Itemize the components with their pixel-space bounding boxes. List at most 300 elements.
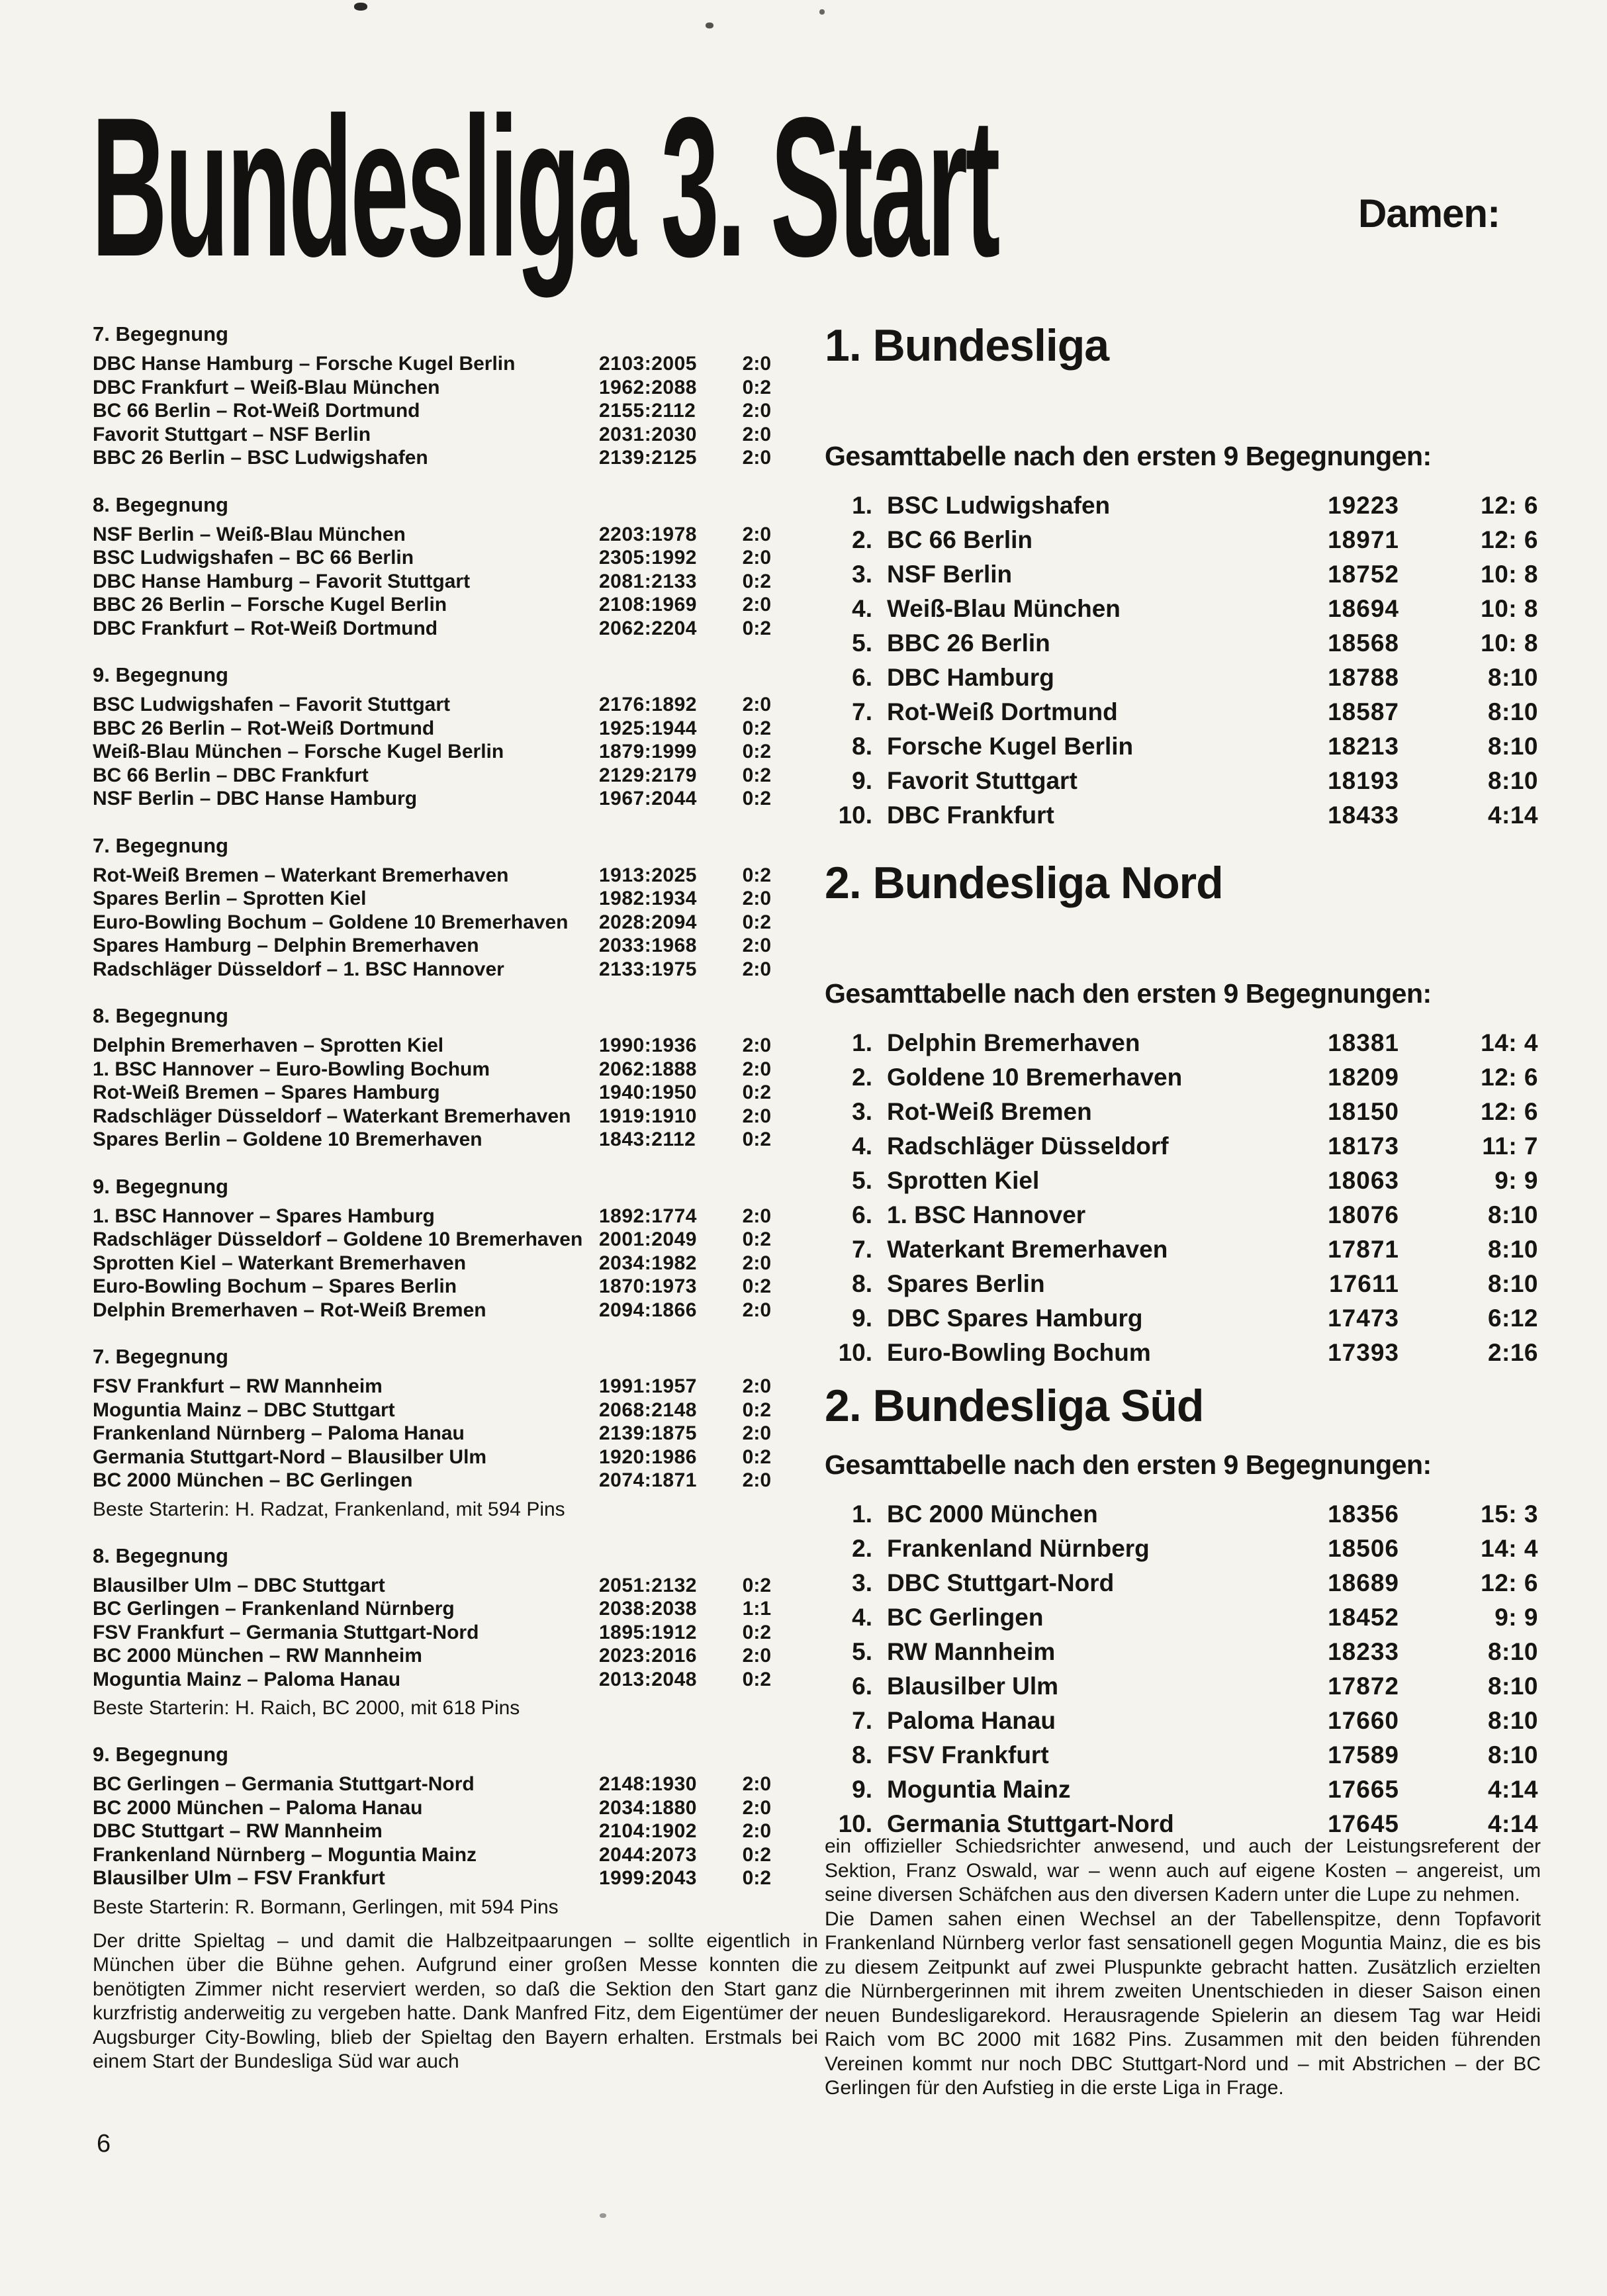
- match-result: 0:2: [742, 1843, 771, 1866]
- match-score: 1925:1944: [599, 717, 697, 739]
- match-score: 1991:1957: [599, 1375, 697, 1397]
- table-row: [825, 523, 1538, 557]
- match-pair: BBC 26 Berlin – BSC Ludwigshafen: [93, 447, 428, 469]
- row-points: 14: 4: [1481, 1029, 1538, 1056]
- table-row: [825, 1164, 1538, 1198]
- row-pins: 18173: [1328, 1132, 1399, 1160]
- match-pair: FSV Frankfurt – RW Mannheim: [93, 1375, 383, 1397]
- match-row: [93, 570, 771, 594]
- match-result: 0:2: [742, 717, 771, 739]
- match-pair: BC 2000 München – BC Gerlingen: [93, 1469, 413, 1491]
- match-result: 2:0: [742, 594, 771, 616]
- match-score: 1967:2044: [599, 788, 697, 809]
- match-pair: DBC Hanse Hamburg – Favorit Stuttgart: [93, 570, 471, 592]
- match-row: [93, 1081, 771, 1105]
- row-team: Forsche Kugel Berlin: [887, 733, 1134, 760]
- match-score: 2031:2030: [599, 423, 697, 445]
- row-pins: 17393: [1328, 1339, 1399, 1366]
- match-score: 2023:2016: [599, 1645, 697, 1667]
- row-points: 2:16: [1487, 1339, 1538, 1366]
- match-result: 0:2: [742, 741, 771, 762]
- begegnung-section: [93, 1346, 818, 1521]
- row-points: 4:14: [1487, 1776, 1538, 1803]
- match-score: 2133:1975: [599, 958, 697, 980]
- section-heading: 7. Begegnung: [93, 322, 228, 345]
- table-row: [825, 1532, 1538, 1566]
- begegnung-section: [93, 835, 818, 982]
- row-team: BC 2000 München: [887, 1500, 1098, 1528]
- row-team: Spares Berlin: [887, 1270, 1045, 1297]
- row-points: 8:10: [1487, 1741, 1538, 1768]
- row-rank: 6.: [852, 1201, 872, 1228]
- match-row: [93, 1399, 771, 1422]
- match-row: [93, 693, 771, 717]
- results-column: [93, 323, 818, 2074]
- section-heading: 9. Begegnung: [93, 1174, 228, 1198]
- row-team: DBC Frankfurt: [887, 802, 1054, 829]
- match-row: [93, 1621, 771, 1645]
- row-rank: 10.: [838, 802, 872, 829]
- league-rows: [825, 1497, 1538, 1841]
- match-pair: Euro-Bowling Bochum – Goldene 10 Bremerhaven: [93, 911, 569, 933]
- begegnung-section: [93, 1545, 818, 1720]
- match-pair: Germania Stuttgart-Nord – Blausilber Ulm: [93, 1446, 487, 1468]
- row-pins: 18233: [1328, 1638, 1399, 1665]
- row-rank: 9.: [852, 767, 872, 794]
- match-pair: FSV Frankfurt – Germania Stuttgart-Nord: [93, 1621, 479, 1643]
- match-score: 2062:2204: [599, 617, 697, 639]
- match-result: 0:2: [742, 617, 771, 639]
- match-row: [93, 1597, 771, 1621]
- match-row: [93, 446, 771, 470]
- match-score: 1892:1774: [599, 1205, 697, 1227]
- match-result: 2:0: [742, 1105, 771, 1127]
- row-pins: 17660: [1328, 1707, 1399, 1734]
- begegnung-section: [93, 1175, 818, 1322]
- match-result: 2:0: [742, 400, 771, 422]
- row-points: 4:14: [1487, 802, 1538, 829]
- row-pins: 18209: [1328, 1064, 1399, 1091]
- row-team: DBC Spares Hamburg: [887, 1305, 1143, 1332]
- match-row: [93, 1668, 771, 1692]
- match-result: 2:0: [742, 1773, 771, 1795]
- table-row: [825, 1301, 1538, 1336]
- match-score: 1843:2112: [599, 1128, 696, 1150]
- begegnung-section: [93, 1743, 818, 1919]
- row-rank: 3.: [852, 561, 872, 588]
- row-pins: 18568: [1328, 629, 1399, 657]
- row-points: 12: 6: [1481, 1098, 1538, 1125]
- row-rank: 10.: [838, 1810, 872, 1837]
- match-row: [93, 958, 771, 982]
- row-rank: 4.: [852, 1604, 872, 1631]
- row-pins: 18452: [1328, 1604, 1399, 1631]
- table-row: [825, 488, 1538, 523]
- table-row: [825, 557, 1538, 592]
- section-heading: 8. Begegnung: [93, 492, 228, 516]
- match-pair: Blausilber Ulm – FSV Frankfurt: [93, 1867, 385, 1889]
- row-pins: 19223: [1328, 492, 1399, 519]
- match-score: 1919:1910: [599, 1105, 697, 1127]
- match-score: 2148:1930: [599, 1773, 697, 1795]
- match-score: 2044:2073: [599, 1843, 697, 1866]
- left-footer-paragraph: Der dritte Spieltag – und damit die Halbzeitpaarungen – sollte eigentlich in München über die Bühne gehen. Aufgrund einer großen Messe konnten die benötigten Zimmer nicht reserviert werden, so daß die Sektion den Start ganz kurzfristig anderweitig zu vergeben hatte. Dank Manfred Fitz, dem Eigentümer der Augsburger City-Bowling, blieb der Spieltag den Bayern erhalten. Erstmals bei einem Start der Bundesliga Süd war auch: [93, 1929, 818, 2072]
- row-team: Favorit Stuttgart: [887, 767, 1078, 794]
- row-rank: 4.: [852, 1132, 872, 1160]
- league-subheading: Gesamttabelle nach den ersten 9 Begegnungen:: [825, 1449, 1432, 1480]
- row-rank: 7.: [852, 698, 872, 725]
- best-starter-note: Beste Starterin: R. Bormann, Gerlingen, mit 594 Pins: [93, 1896, 559, 1918]
- match-pair: NSF Berlin – Weiß-Blau München: [93, 523, 406, 545]
- section-heading: 8. Begegnung: [93, 1004, 228, 1027]
- row-team: Sprotten Kiel: [887, 1167, 1040, 1194]
- match-list: [93, 693, 818, 811]
- match-row: [93, 1819, 771, 1843]
- table-row: [825, 1635, 1538, 1669]
- match-pair: Blausilber Ulm – DBC Stuttgart: [93, 1574, 385, 1596]
- row-points: 8:10: [1487, 1236, 1538, 1263]
- match-pair: BBC 26 Berlin – Rot-Weiß Dortmund: [93, 717, 435, 739]
- match-result: 2:0: [742, 1058, 771, 1080]
- match-row: [93, 1574, 771, 1598]
- row-rank: 1.: [852, 1029, 872, 1056]
- table-row: [825, 626, 1538, 661]
- table-row: [825, 1772, 1538, 1807]
- match-pair: Frankenland Nürnberg – Paloma Hanau: [93, 1422, 465, 1444]
- row-pins: 18150: [1328, 1098, 1399, 1125]
- row-points: 10: 8: [1481, 629, 1538, 657]
- row-points: 9: 9: [1494, 1167, 1538, 1194]
- match-list: [93, 1034, 818, 1152]
- row-points: 12: 6: [1481, 1569, 1538, 1596]
- row-team: Paloma Hanau: [887, 1707, 1056, 1734]
- row-team: NSF Berlin: [887, 561, 1013, 588]
- match-pair: 1. BSC Hannover – Spares Hamburg: [93, 1205, 435, 1227]
- match-score: 1920:1986: [599, 1446, 697, 1468]
- match-score: 2139:2125: [599, 447, 697, 469]
- match-list: [93, 352, 818, 470]
- match-score: 2305:1992: [599, 547, 697, 569]
- row-points: 6:12: [1487, 1305, 1538, 1332]
- section-heading: 9. Begegnung: [93, 1743, 228, 1766]
- row-rank: 6.: [852, 1673, 872, 1700]
- match-row: [93, 1105, 771, 1128]
- row-rank: 1.: [852, 492, 872, 519]
- match-result: 2:0: [742, 1645, 771, 1667]
- match-result: 2:0: [742, 694, 771, 715]
- match-score: 1870:1973: [599, 1275, 697, 1297]
- match-score: 2062:1888: [599, 1058, 697, 1080]
- table-row: [825, 1026, 1538, 1060]
- match-score: 1913:2025: [599, 864, 697, 886]
- match-row: [93, 593, 771, 617]
- match-score: 2001:2049: [599, 1228, 697, 1250]
- match-score: 2139:1875: [599, 1422, 697, 1444]
- begegnung-section: [93, 494, 818, 641]
- row-pins: 18213: [1328, 733, 1399, 760]
- match-result: 2:0: [742, 1299, 771, 1321]
- match-score: 2176:1892: [599, 694, 697, 715]
- match-row: [93, 546, 771, 570]
- best-starter-note: Beste Starterin: H. Raich, BC 2000, mit 618 Pins: [93, 1697, 520, 1719]
- match-list: [93, 1205, 818, 1322]
- row-rank: 2.: [852, 1064, 872, 1091]
- row-points: 10: 8: [1481, 595, 1538, 622]
- match-row: [93, 1375, 771, 1399]
- match-pair: Spares Berlin – Sprotten Kiel: [93, 888, 367, 909]
- match-result: 2:0: [742, 1205, 771, 1227]
- match-row: [93, 1299, 771, 1322]
- match-row: [93, 1469, 771, 1492]
- row-team: Rot-Weiß Bremen: [887, 1098, 1092, 1125]
- match-result: 2:0: [742, 1422, 771, 1444]
- table-row: [825, 1566, 1538, 1600]
- match-score: 2028:2094: [599, 911, 697, 933]
- row-pins: 18433: [1328, 802, 1399, 829]
- match-result: 2:0: [742, 1796, 771, 1819]
- row-rank: 3.: [852, 1098, 872, 1125]
- match-score: 2034:1880: [599, 1796, 697, 1819]
- row-rank: 1.: [852, 1500, 872, 1528]
- row-rank: 7.: [852, 1236, 872, 1263]
- row-pins: 18694: [1328, 595, 1399, 622]
- match-pair: BSC Ludwigshafen – BC 66 Berlin: [93, 547, 414, 569]
- match-row: [93, 1058, 771, 1081]
- row-rank: 4.: [852, 595, 872, 622]
- table-row: [825, 1232, 1538, 1267]
- match-row: [93, 1796, 771, 1820]
- row-team: Moguntia Mainz: [887, 1776, 1071, 1803]
- match-result: 0:2: [742, 1446, 771, 1468]
- match-pair: Euro-Bowling Bochum – Spares Berlin: [93, 1275, 457, 1297]
- scan-speck: [600, 2213, 606, 2218]
- match-row: [93, 740, 771, 764]
- row-rank: 6.: [852, 664, 872, 691]
- match-pair: BC Gerlingen – Germania Stuttgart-Nord: [93, 1773, 475, 1795]
- row-pins: 17665: [1328, 1776, 1399, 1803]
- table-row: [825, 1198, 1538, 1232]
- row-points: 8:10: [1487, 733, 1538, 760]
- match-row: [93, 1205, 771, 1228]
- league-subheading: Gesamttabelle nach den ersten 9 Begegnungen:: [825, 978, 1432, 1009]
- row-points: 14: 4: [1481, 1535, 1538, 1562]
- match-result: 0:2: [742, 1081, 771, 1103]
- row-pins: 18587: [1328, 698, 1399, 725]
- match-row: [93, 1252, 771, 1275]
- row-rank: 5.: [852, 629, 872, 657]
- row-rank: 10.: [838, 1339, 872, 1366]
- match-score: 1982:1934: [599, 888, 697, 909]
- match-row: [93, 864, 771, 888]
- row-pins: 17611: [1329, 1270, 1399, 1297]
- row-rank: 8.: [852, 1270, 872, 1297]
- row-team: FSV Frankfurt: [887, 1741, 1049, 1768]
- match-result: 2:0: [742, 888, 771, 909]
- row-rank: 9.: [852, 1776, 872, 1803]
- match-row: [93, 1422, 771, 1446]
- league-subheading: Gesamttabelle nach den ersten 9 Begegnungen:: [825, 441, 1432, 471]
- league-rows: [825, 488, 1538, 833]
- match-score: 2155:2112: [599, 400, 696, 422]
- match-pair: Spares Berlin – Goldene 10 Bremerhaven: [93, 1128, 482, 1150]
- league-rows: [825, 1026, 1538, 1370]
- match-score: 2074:1871: [599, 1469, 697, 1491]
- match-row: [93, 1275, 771, 1299]
- match-score: 2038:2038: [599, 1598, 697, 1620]
- match-result: 0:2: [742, 376, 771, 398]
- scan-speck: [706, 23, 713, 28]
- match-result: 0:2: [742, 864, 771, 886]
- match-score: 2203:1978: [599, 523, 697, 545]
- section-heading: 8. Begegnung: [93, 1543, 228, 1567]
- match-pair: Radschläger Düsseldorf – Goldene 10 Bremerhaven: [93, 1228, 583, 1250]
- league-heading: 1. Bundesliga: [825, 320, 1109, 371]
- table-row: [825, 592, 1538, 626]
- match-row: [93, 399, 771, 423]
- table-row: [825, 1060, 1538, 1095]
- table-row: [825, 1267, 1538, 1301]
- results-sections: [93, 323, 818, 1919]
- table-row: [825, 798, 1538, 833]
- match-score: 1990:1936: [599, 1034, 697, 1056]
- row-team: BBC 26 Berlin: [887, 629, 1050, 657]
- table-row: [825, 661, 1538, 695]
- row-team: 1. BSC Hannover: [887, 1201, 1086, 1228]
- row-points: 9: 9: [1494, 1604, 1538, 1631]
- match-row: [93, 1446, 771, 1469]
- match-row: [93, 1866, 771, 1890]
- match-score: 2094:1866: [599, 1299, 697, 1321]
- table-row: [825, 1336, 1538, 1370]
- match-pair: BC 2000 München – RW Mannheim: [93, 1645, 422, 1667]
- match-result: 0:2: [742, 764, 771, 786]
- row-team: BC Gerlingen: [887, 1604, 1044, 1631]
- match-score: 1999:2043: [599, 1867, 697, 1889]
- match-score: 2033:1968: [599, 935, 697, 956]
- match-score: 2068:2148: [599, 1399, 697, 1421]
- match-pair: Sprotten Kiel – Waterkant Bremerhaven: [93, 1252, 467, 1274]
- match-row: [93, 1772, 771, 1796]
- row-rank: 7.: [852, 1707, 872, 1734]
- row-team: RW Mannheim: [887, 1638, 1056, 1665]
- row-pins: 17872: [1328, 1673, 1399, 1700]
- match-result: 0:2: [742, 1867, 771, 1889]
- match-list: [93, 1375, 818, 1492]
- match-score: 2081:2133: [599, 570, 697, 592]
- match-pair: Weiß-Blau München – Forsche Kugel Berlin: [93, 741, 504, 762]
- row-rank: 2.: [852, 1535, 872, 1562]
- row-pins: 18788: [1328, 664, 1399, 691]
- match-score: 2051:2132: [599, 1574, 697, 1596]
- match-score: 2104:1902: [599, 1820, 697, 1842]
- table-row: [825, 1600, 1538, 1635]
- match-result: 2:0: [742, 1820, 771, 1842]
- row-pins: 18752: [1328, 561, 1399, 588]
- match-result: 2:0: [742, 1375, 771, 1397]
- match-pair: DBC Hanse Hamburg – Forsche Kugel Berlin: [93, 353, 516, 375]
- scan-speck: [819, 9, 825, 15]
- match-pair: DBC Frankfurt – Rot-Weiß Dortmund: [93, 617, 438, 639]
- match-row: [93, 1034, 771, 1058]
- match-row: [93, 911, 771, 935]
- row-points: 11: 7: [1482, 1132, 1538, 1160]
- match-pair: BSC Ludwigshafen – Favorit Stuttgart: [93, 694, 451, 715]
- row-pins: 17871: [1328, 1236, 1399, 1263]
- row-pins: 18381: [1328, 1029, 1399, 1056]
- match-list: [93, 1772, 818, 1890]
- footer-paragraph-2: Die Damen sahen einen Wechsel an der Tabellenspitze, denn Topfavorit Frankenland Nürnberg verlor fast sensationell gegen Moguntia Mainz, die es bis zu diesem Zeitpunkt auf zwei Pluspunkte gebracht hatten. Zusätzlich erzielten die Nürnbergerinnen mit ihrem zweiten Unentschieden in dieser Saison einen neuen Bundesligarekord. Herausragende Spielerin an diesem Tag war Heidi Raich vom BC 2000 mit 1682 Pins. Zusammen mit den beiden führenden Vereinen kommt nur noch DBC Stuttgart-Nord und – mit Abstrichen – der BC Gerlingen für den Aufstieg in die erste Liga in Frage.: [825, 1907, 1541, 2099]
- row-pins: 18063: [1328, 1167, 1399, 1194]
- league-table: [825, 859, 1538, 1370]
- match-pair: 1. BSC Hannover – Euro-Bowling Bochum: [93, 1058, 490, 1080]
- row-points: 8:10: [1487, 698, 1538, 725]
- row-pins: 18076: [1328, 1201, 1399, 1228]
- match-pair: Rot-Weiß Bremen – Spares Hamburg: [93, 1081, 440, 1103]
- match-score: 2013:2048: [599, 1668, 697, 1690]
- match-result: 0:2: [742, 911, 771, 933]
- row-team: Goldene 10 Bremerhaven: [887, 1064, 1183, 1091]
- match-row: [93, 1128, 771, 1152]
- match-pair: DBC Frankfurt – Weiß-Blau München: [93, 376, 440, 398]
- league-heading: 2. Bundesliga Nord: [825, 858, 1223, 908]
- match-list: [93, 1574, 818, 1692]
- row-points: 8:10: [1487, 1673, 1538, 1700]
- match-pair: NSF Berlin – DBC Hanse Hamburg: [93, 788, 418, 809]
- match-result: 0:2: [742, 1621, 771, 1643]
- row-team: BSC Ludwigshafen: [887, 492, 1111, 519]
- match-result: 2:0: [742, 523, 771, 545]
- match-score: 2108:1969: [599, 594, 697, 616]
- row-points: 15: 3: [1481, 1500, 1538, 1528]
- row-points: 8:10: [1487, 1201, 1538, 1228]
- section-heading: 7. Begegnung: [93, 833, 228, 857]
- row-rank: 2.: [852, 526, 872, 553]
- table-row: [825, 764, 1538, 798]
- table-row: [825, 1738, 1538, 1772]
- match-result: 0:2: [742, 1275, 771, 1297]
- match-score: 1895:1912: [599, 1621, 697, 1643]
- match-pair: BC 66 Berlin – Rot-Weiß Dortmund: [93, 400, 420, 422]
- match-row: [93, 1843, 771, 1867]
- match-result: 2:0: [742, 1252, 771, 1274]
- match-result: 2:0: [742, 958, 771, 980]
- row-pins: 18506: [1328, 1535, 1399, 1562]
- scan-speck: [354, 3, 367, 11]
- begegnung-section: [93, 664, 818, 811]
- match-score: 2129:2179: [599, 764, 697, 786]
- footer-paragraph-1: ein offizieller Schiedsrichter anwesend, und auch der Leistungsreferent der Sektion, Franz Oswald, war – wenn auch auf eigene Kosten – angereist, um seine diversen Schäfchen aus den diversen Kadern unter die Lupe zu nehmen.: [825, 1835, 1541, 1906]
- row-points: 8:10: [1487, 664, 1538, 691]
- match-pair: Delphin Bremerhaven – Rot-Weiß Bremen: [93, 1299, 486, 1321]
- match-row: [93, 717, 771, 741]
- match-row: [93, 764, 771, 788]
- match-result: 0:2: [742, 788, 771, 809]
- match-pair: Radschläger Düsseldorf – 1. BSC Hannover: [93, 958, 504, 980]
- match-result: 2:0: [742, 353, 771, 375]
- match-pair: BC 2000 München – Paloma Hanau: [93, 1796, 423, 1819]
- match-pair: Rot-Weiß Bremen – Waterkant Bremerhaven: [93, 864, 509, 886]
- row-pins: 17473: [1328, 1305, 1399, 1332]
- match-result: 1:1: [742, 1598, 771, 1620]
- row-pins: 17645: [1328, 1810, 1399, 1837]
- row-team: DBC Stuttgart-Nord: [887, 1569, 1115, 1596]
- match-result: 0:2: [742, 1399, 771, 1421]
- match-pair: BC 66 Berlin – DBC Frankfurt: [93, 764, 369, 786]
- best-starter-note: Beste Starterin: H. Radzat, Frankenland, mit 594 Pins: [93, 1498, 565, 1520]
- row-rank: 8.: [852, 733, 872, 760]
- row-pins: 18193: [1328, 767, 1399, 794]
- match-list: [93, 523, 818, 641]
